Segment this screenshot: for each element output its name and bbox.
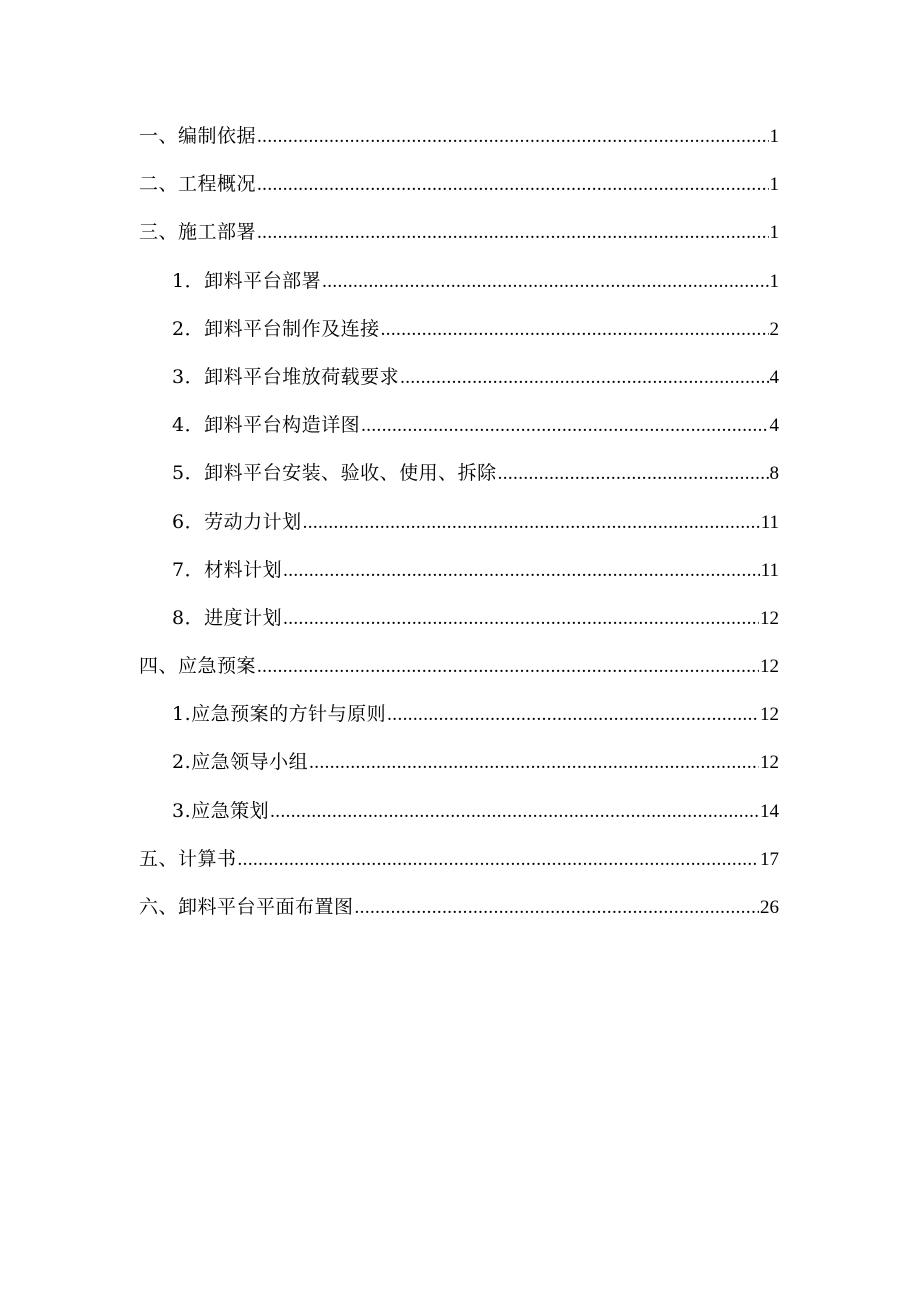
toc-dot-leader <box>498 458 769 490</box>
toc-entry-page: 12 <box>760 704 779 726</box>
toc-entry[interactable] <box>139 698 779 746</box>
toc-entry-title: 4．卸料平台构造详图 <box>172 414 361 437</box>
toc-dot-leader <box>270 796 759 828</box>
toc-entry-page: 4 <box>769 366 779 388</box>
toc-entry[interactable] <box>139 457 779 505</box>
toc-entry-title: 三、施工部署 <box>139 221 257 244</box>
toc-dot-leader <box>322 266 768 298</box>
toc-entry-title: 1．卸料平台部署 <box>172 269 322 292</box>
toc-entry[interactable] <box>139 120 779 168</box>
toc-dot-leader <box>381 314 769 346</box>
toc-entry-page: 17 <box>760 848 779 870</box>
toc-dot-leader <box>257 121 768 153</box>
toc-entry[interactable] <box>139 313 779 361</box>
toc-entry-page: 2 <box>769 318 779 340</box>
toc-entry-page: 1 <box>769 270 779 292</box>
toc-dot-leader <box>303 507 760 539</box>
toc-entry-page: 1 <box>769 126 779 147</box>
toc-entry[interactable] <box>139 265 779 313</box>
toc-dot-leader <box>283 603 759 635</box>
toc-entry-title: 五、计算书 <box>139 847 237 870</box>
toc-entry-page: 12 <box>760 752 779 774</box>
toc-entry-title: 6．劳动力计划 <box>172 510 302 533</box>
toc-entry-page: 26 <box>760 897 779 918</box>
toc-entry[interactable] <box>139 650 779 698</box>
toc-entry-title: 1.应急预案的方针与原则 <box>172 703 387 726</box>
toc-entry-page: 1 <box>769 222 779 244</box>
toc-entry[interactable] <box>139 168 779 216</box>
toc-dot-leader <box>257 169 768 201</box>
toc-entry-title: 四、应急预案 <box>139 655 257 678</box>
toc-entry-title: 2．卸料平台制作及连接 <box>172 317 380 340</box>
toc-dot-leader <box>387 699 759 731</box>
toc-entry[interactable] <box>139 795 779 843</box>
toc-entry[interactable] <box>139 361 779 409</box>
toc-entry[interactable] <box>139 409 779 457</box>
toc-entry-page: 11 <box>760 511 779 533</box>
toc-dot-leader <box>400 362 768 394</box>
toc-entry[interactable] <box>139 891 779 939</box>
toc-dot-leader <box>238 844 759 876</box>
toc-dot-leader <box>283 555 760 587</box>
toc-entry-title: 一、编制依据 <box>139 125 257 147</box>
toc-entry[interactable] <box>139 506 779 554</box>
toc-entry-title: 8．进度计划 <box>172 606 283 629</box>
toc-entry[interactable] <box>139 216 779 264</box>
toc-dot-leader <box>361 410 768 442</box>
toc-entry-title: 3．卸料平台堆放荷载要求 <box>172 365 400 388</box>
toc-entry-page: 8 <box>769 463 779 485</box>
toc-dot-leader <box>355 892 759 924</box>
toc-entry-page: 12 <box>760 607 779 629</box>
toc-entry-page: 11 <box>760 559 779 581</box>
toc-entry-title: 六、卸料平台平面布置图 <box>139 896 354 918</box>
toc-entry-page: 14 <box>760 800 779 822</box>
toc-entry-title: 5．卸料平台安装、验收、使用、拆除 <box>172 462 497 485</box>
toc-entry[interactable] <box>139 602 779 650</box>
toc-entry[interactable] <box>139 843 779 891</box>
toc-entry[interactable] <box>139 746 779 794</box>
toc-entry-title: 二、工程概况 <box>139 173 257 196</box>
toc-entry-page: 1 <box>769 174 779 196</box>
toc-dot-leader <box>257 651 759 683</box>
toc-dot-leader <box>309 747 759 779</box>
toc-entry-page: 12 <box>760 656 779 678</box>
toc-entry-title: 3.应急策划 <box>172 799 270 822</box>
toc-entry-title: 7．材料计划 <box>172 558 283 581</box>
toc-entry-page: 4 <box>769 415 779 437</box>
toc-entry[interactable] <box>139 554 779 602</box>
table-of-contents <box>139 120 779 939</box>
toc-entry-title: 2.应急领导小组 <box>172 751 309 774</box>
toc-dot-leader <box>257 217 768 249</box>
